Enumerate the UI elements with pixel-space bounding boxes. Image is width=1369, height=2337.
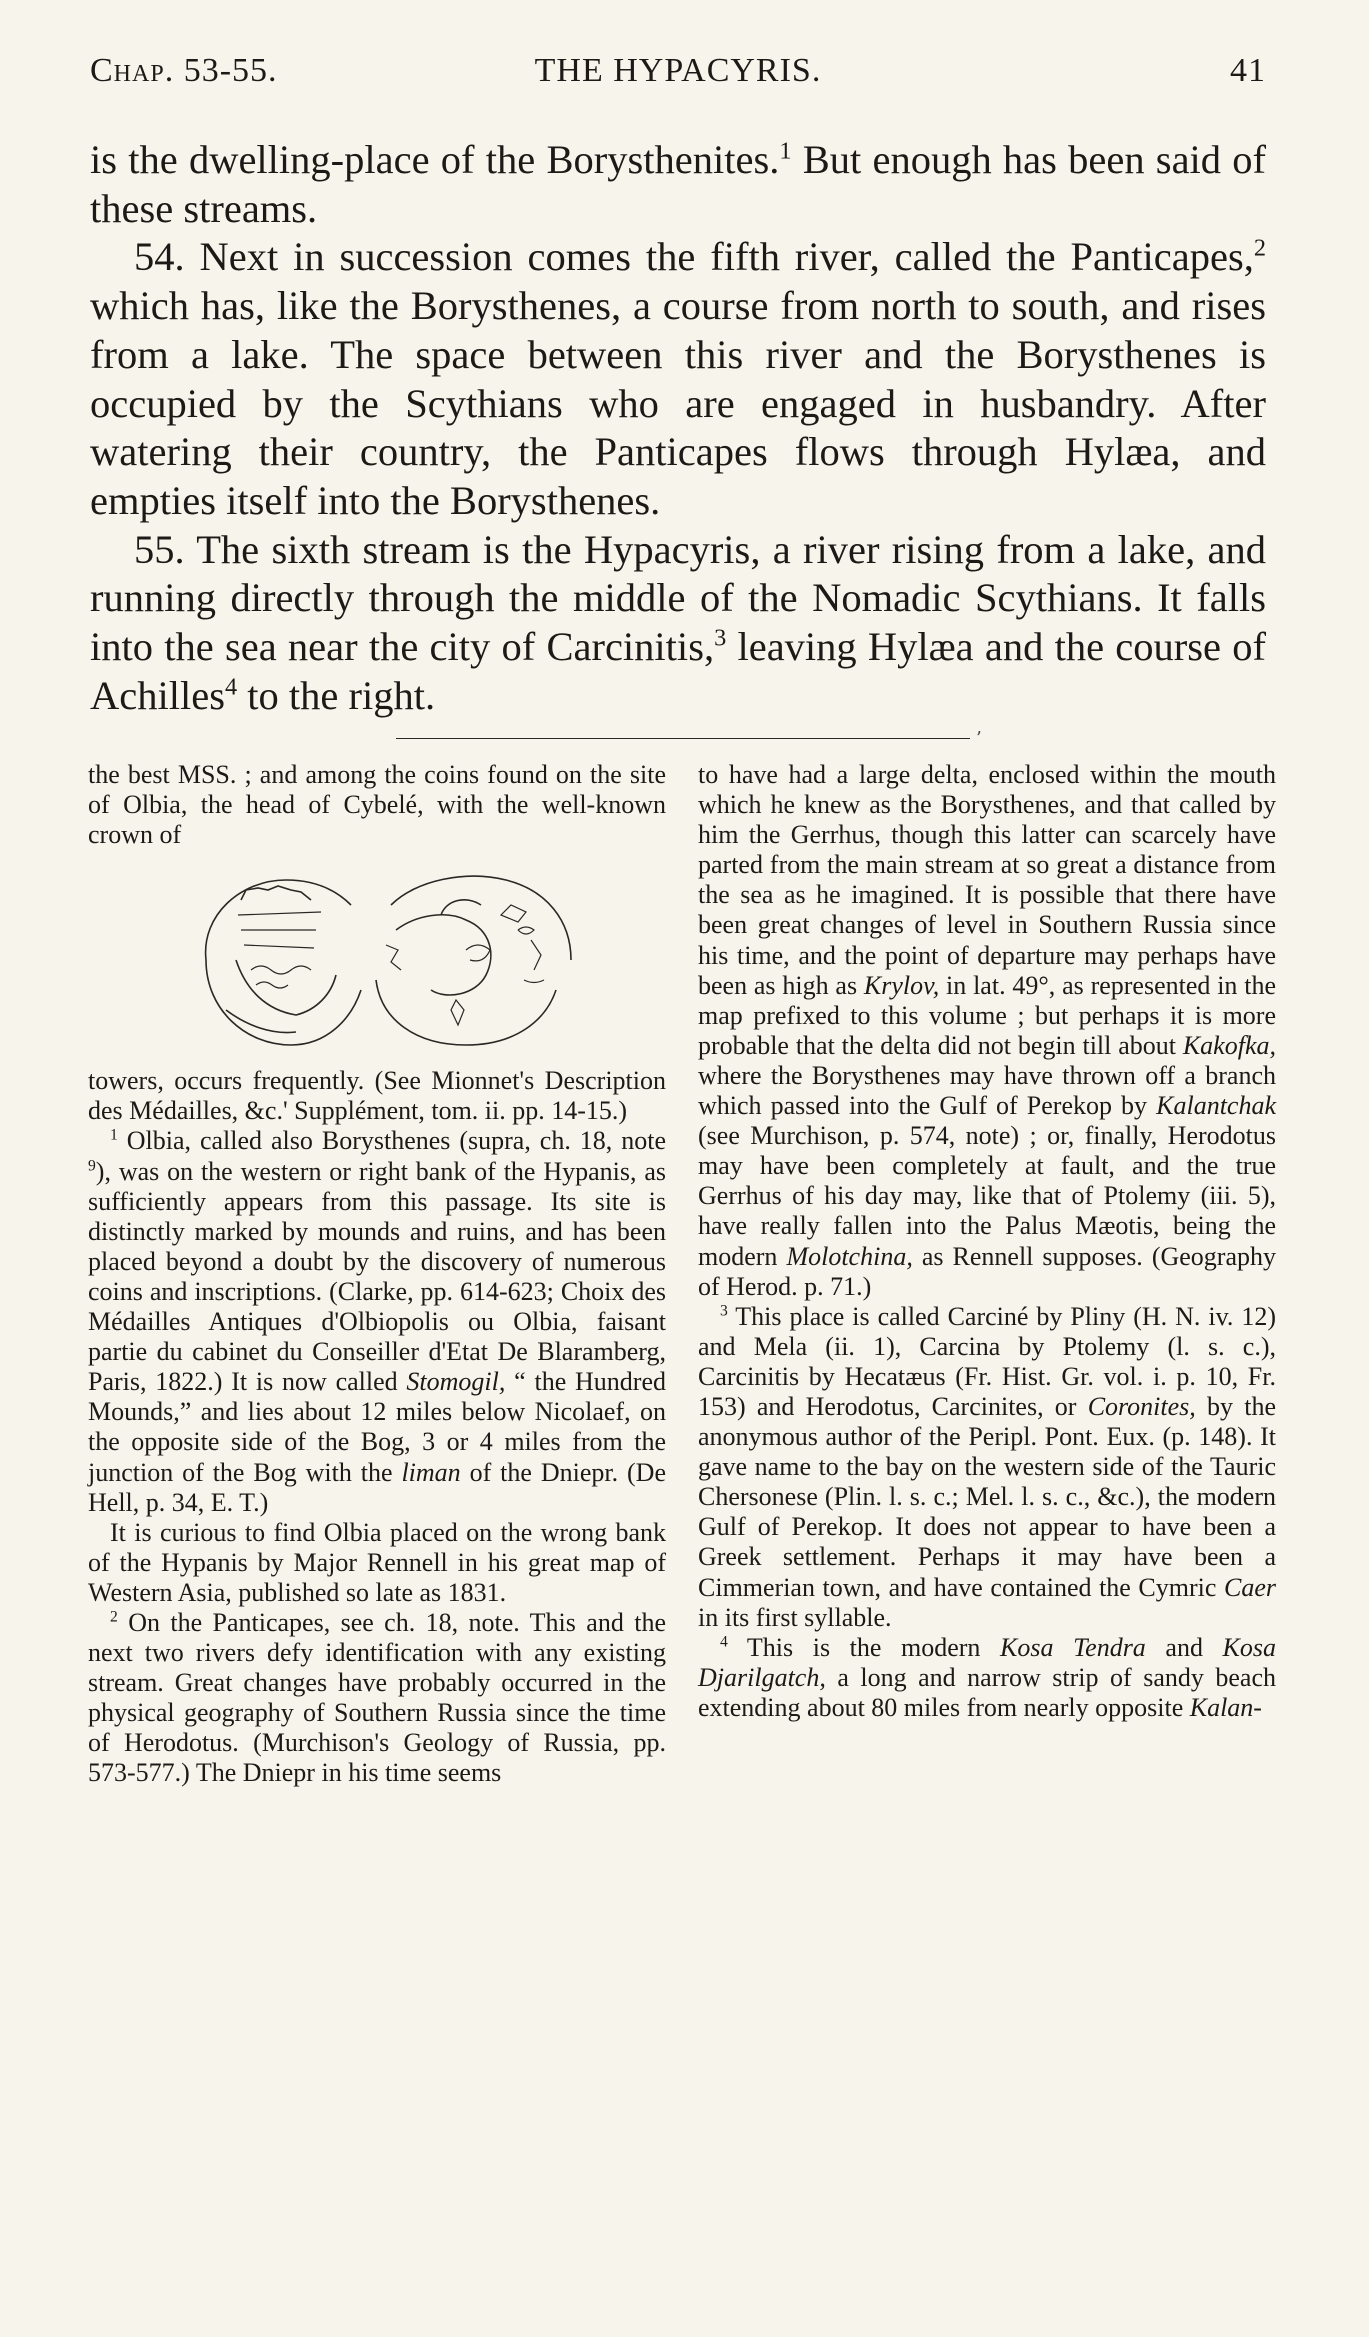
notes-right-column [698,760,1276,1723]
footnote-3: $^3$ This place is called Carciné by Pliny (H. N. iv. 12) and Mela (ii. 1), Carcina by Ptolemy (l. s. c.), Carcinitis by Hecatæus (Fr. Hist. Gr. vol. i. p. 10, Fr. 153) and Herodotus, Carcinites, or Coronites, by the anonymous author of the Peripl. Pont. Eux. (p. 148). It gave name to the bay on the western side of the Tauric Chersonese (Plin. l. s. c.; Mel. l. s. c., &c.), the modern Gulf of Perekop. It does not appear to have been a Greek settlement. Perhaps it may have been a Cimmerian town, and have contained the Cymric Caer in its first syllable. [698,1301,1276,1632]
footnote-1-continued: It is curious to find Olbia placed on the wrong bank of the Hypanis by Major Rennell in his great map of Western Asia, published so late as 1831. [88,1517,666,1607]
chapter-label: Chap. 53-55. [90,52,278,89]
footnote-ref: 1 [779,137,792,165]
footnote-2-continued: to have had a large delta, enclosed within the mouth which he knew as the Borysthenes, and that called by him the Gerrhus, though this latter can scarcely have parted from the main stream at so great a distance from the sea as he imagined. It is possible that there have been great changes of level in Southern Russia since his time, and the point of departure may perhaps have been as high as Krylov, in lat. 49°, as represented in the map prefixed to this volume ; but perhaps it is more probable that the delta did not begin till about Kakofka, where the Borysthenes may have thrown off a branch which passed into the Gulf of Perekop by Kalantchak (see Murchison, p. 574, note) ; or, finally, Herodotus may have been completely at fault, and the true Gerrhus of his day may, like that of Ptolemy (iii. 5), have really fallen into the Palus Mæotis, being the modern Molotchina, as Rennell supposes. (Geography of Herod. p. 71.) [698,760,1277,1301]
footnote-marker: 3 [720,1302,728,1320]
footnote-divider [396,738,970,739]
main-text [90,136,1266,720]
coin-illustration-icon [146,860,606,1060]
notes-left-column [88,760,666,1789]
note-continuation: towers, occurs frequently. (See Mionnet's Description des Médailles, &c.' Supplément, tom. ii. pp. 14-15.) [88,1066,666,1126]
footnote-ref: 2 [1253,234,1266,262]
footnote-marker: 4 [720,1633,728,1651]
note-continuation: the best MSS. ; and among the coins found on the site of Olbia, the head of Cybelé, with the well-known crown of [88,760,666,850]
coin-outline [206,880,351,960]
page-number: 41 [1230,52,1266,89]
footnote-1: $^1$ Olbia, called also Borysthenes (supra, ch. 18, note $^9$), was on the western or right bank of the Hypanis, as sufficiently appears from this passage. Its site is distinctly marked by mounds and ruins, and has been placed beyond a doubt by the discovery of numerous coins and inscriptions. (Clarke, pp. 614-623; Choix des Médailles Antiques d'Olbiopolis ou Olbia, faisant partie du cabinet du Conseiller d'Etat De Blaramberg, Paris, 1822.) It is now called Stomogil, “ the Hundred Mounds,” and lies about 12 miles below Nicolaef, on the opposite side of the Bog, 3 or 4 miles from the junction of the Bog with the liman of the Dniepr. (De Hell, p. 34, E. T.) [88,1126,666,1517]
page-title: THE HYPACYRIS. [534,52,822,89]
divider-mark: ’ [976,728,982,749]
footnote-ref: 3 [714,624,727,652]
footnote-marker: 2 [110,1608,118,1626]
footnote-4: $^4$ This is the modern Kosa Tendra and Kosa Djarilgatch, a long and narrow strip of sandy beach extending about 80 miles from nearly opposite Kalan- [698,1632,1276,1722]
footnote-ref: 4 [224,673,238,701]
main-paragraph: is the dwelling-place of the Borysthenites.$^1$ But enough has been said of these streams. [90,137,1267,231]
section-55: 55. The sixth stream is the Hypacyris, a river rising from a lake, and running directly through the middle of the Nomadic Scythians. It falls into the sea near the city of Carcinitis,$^3$ leaving Hylæa and the course of Achilles$^4$ to the right. [90,526,1266,718]
footnote-2: $^2$ On the Panticapes, see ch. 18, note. This and the next two rivers defy identification with any existing stream. Great changes have probably occurred in the physical geography of Southern Russia since the time of Herodotus. (Murchison's Geology of Russia, pp. 573-577.) The Dniepr in his time seems [88,1607,666,1788]
footnote-marker: 1 [110,1126,118,1144]
section-54: 54. Next in succession comes the fifth river, called the Panticapes,$^2$ which has, like the Borysthenes, a course from north to south, and rises from a lake. The space between this river and the Borysthenes is occupied by the Scythians who are engaged in husbandry. After watering their country, the Panticapes flows through Hylæa, and empties itself into the Borysthenes. [90,234,1266,523]
